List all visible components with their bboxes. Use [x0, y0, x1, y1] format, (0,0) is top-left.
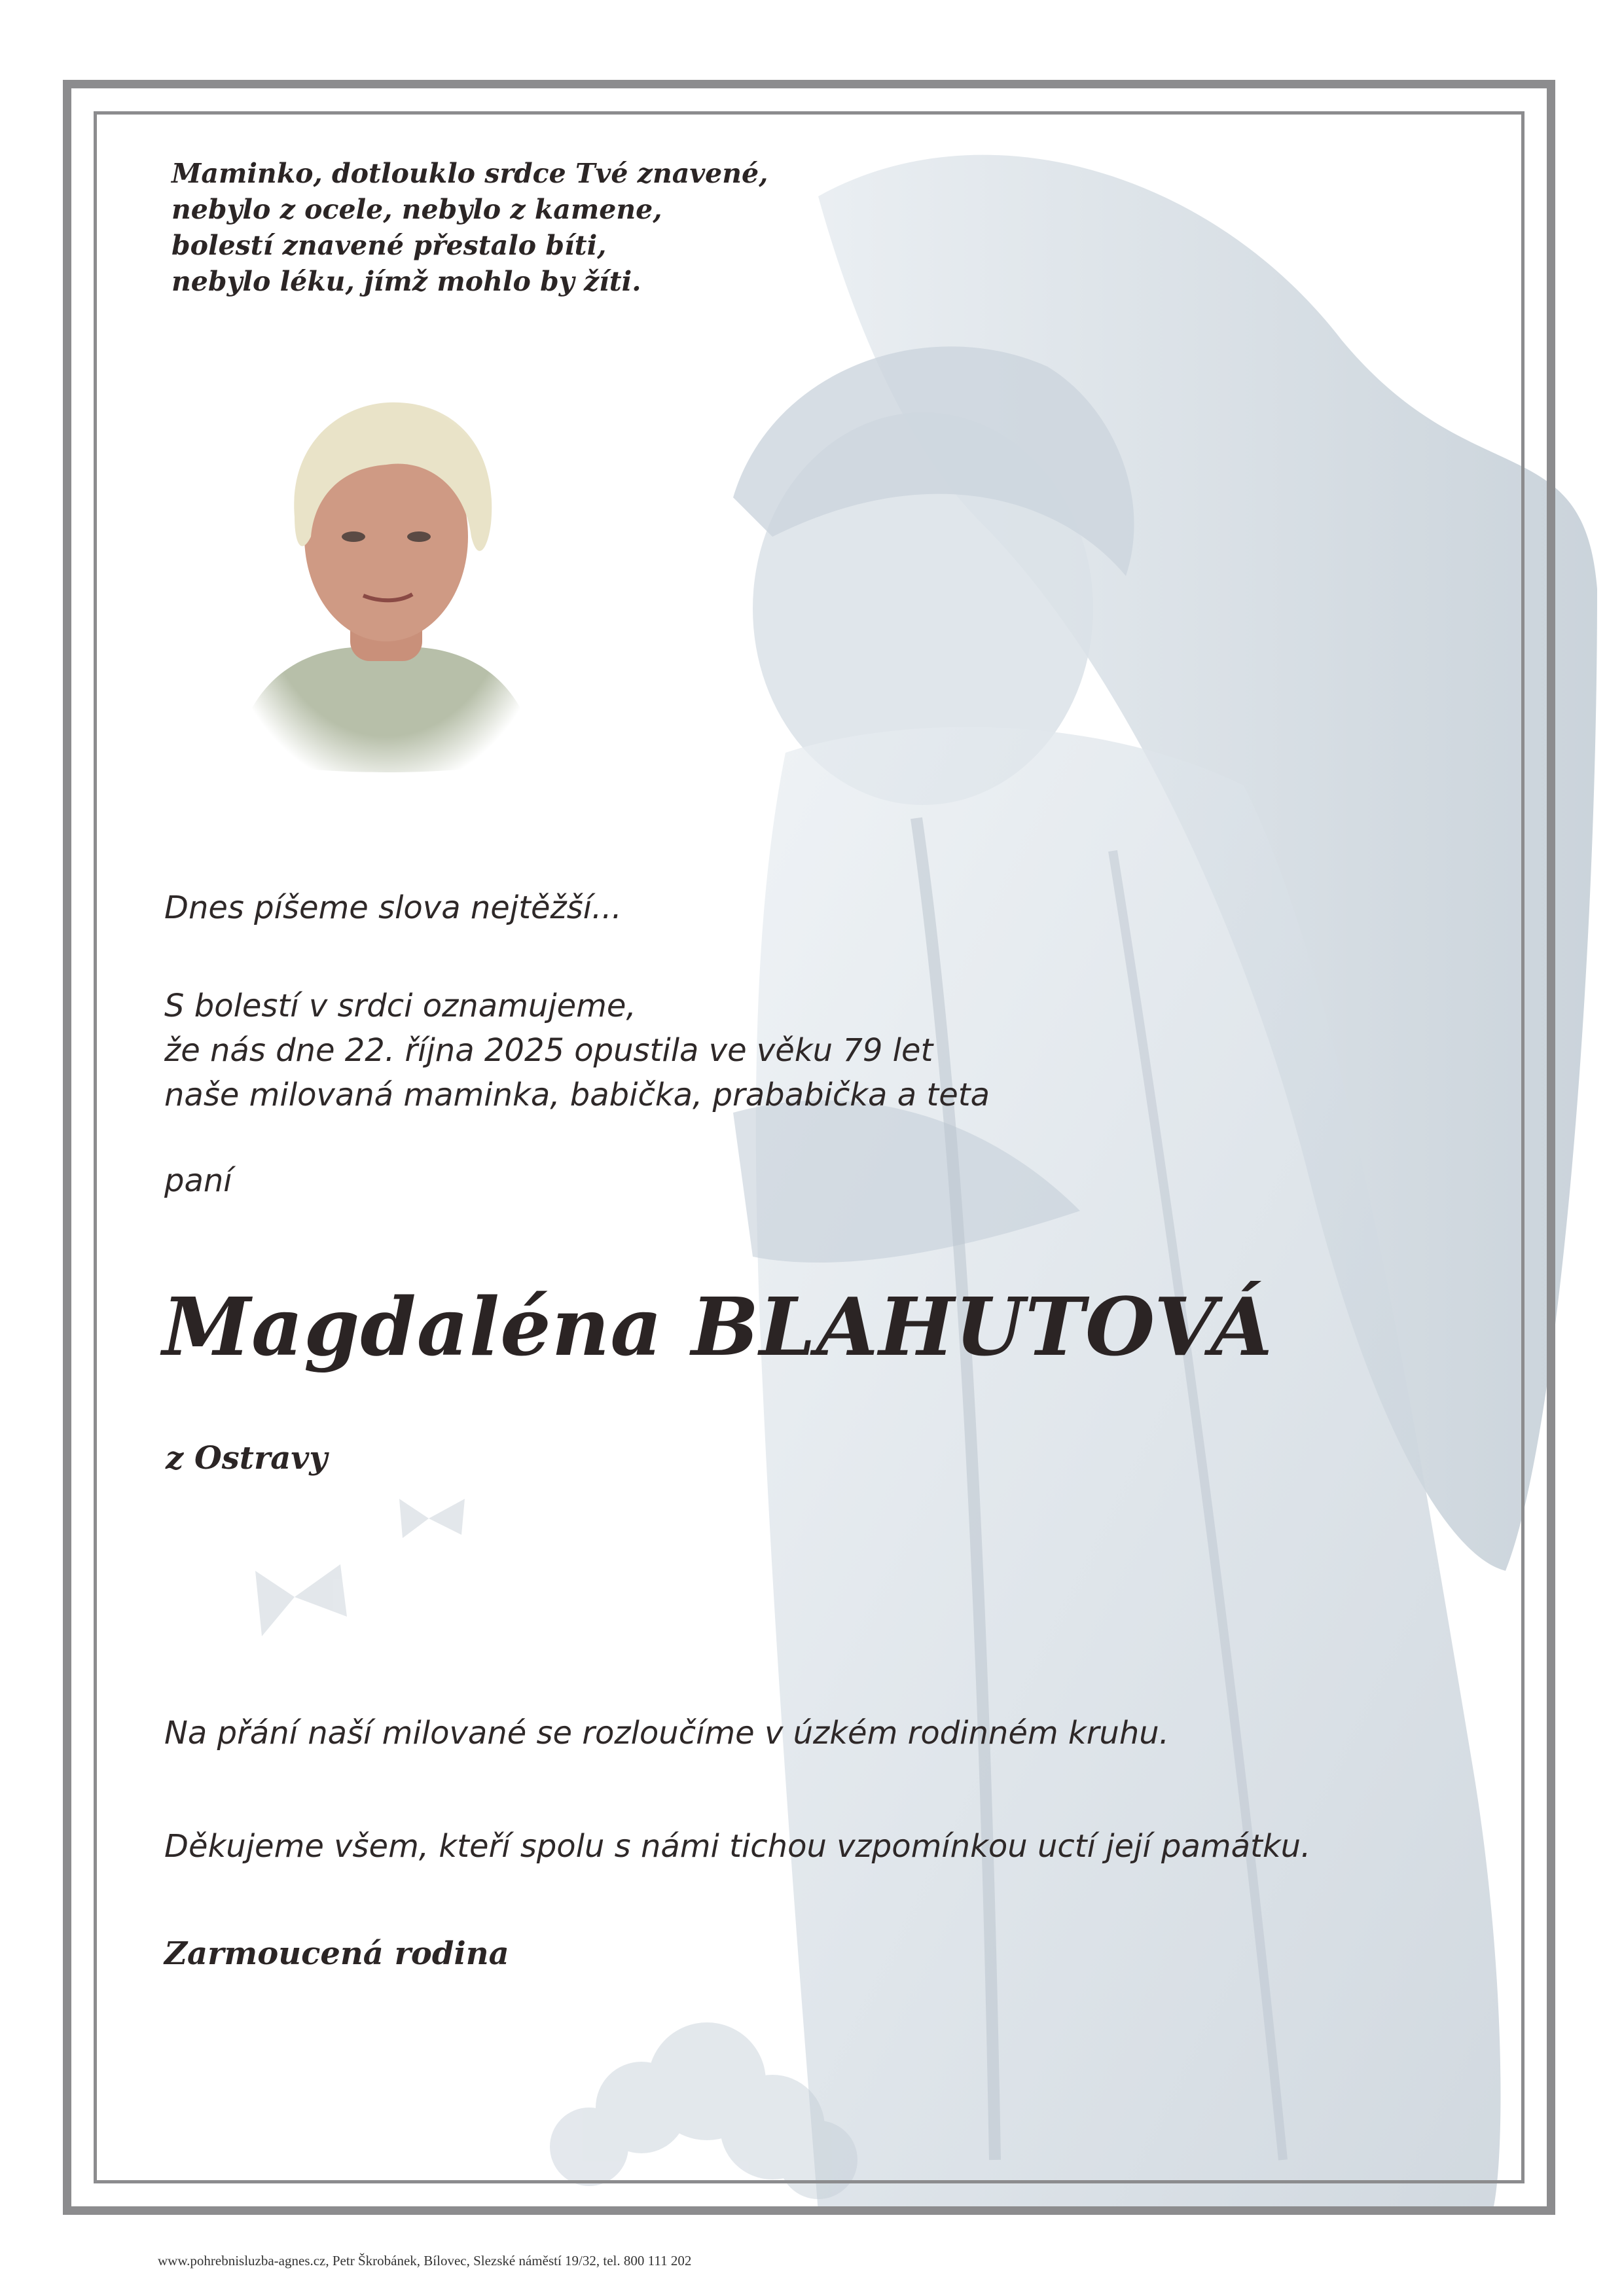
signature: Zarmoucená rodina [164, 1935, 509, 1972]
poem-line: bolestí znavené přestalo bíti, [171, 230, 607, 261]
intro-text: Dnes píšeme slova nejtěžší... [164, 889, 622, 926]
funeral-note: Na přání naší milované se rozloučíme v úzkém rodinném kruhu. [164, 1715, 1169, 1751]
funeral-service-footer: www.pohrebnisluzba-agnes.cz, Petr Škrobánek, Bílovec, Slezské náměstí 19/32, tel. 800 111 202 [158, 2253, 692, 2269]
announcement-line: naše milovaná maminka, babička, prababička a teta [164, 1077, 990, 1113]
poem-line: nebylo z ocele, nebylo z kamene, [171, 194, 662, 225]
announcement-line: S bolestí v srdci oznamujeme, [164, 988, 636, 1024]
title-honorific: paní [164, 1162, 232, 1199]
portrait-photo [229, 386, 543, 792]
deceased-name: Magdaléna BLAHUTOVÁ [162, 1280, 1273, 1374]
poem-line: Maminko, dotlouklo srdce Tvé znavené, [171, 158, 768, 189]
announcement [164, 984, 990, 1117]
poem-line: nebylo léku, jímž mohlo by žíti. [171, 266, 641, 297]
memorial-poem [171, 156, 768, 300]
hometown: z Ostravy [166, 1440, 328, 1477]
thanks-text: Děkujeme všem, kteří spolu s námi tichou vzpomínkou uctí její památku. [164, 1828, 1311, 1865]
announcement-line: že nás dne 22. října 2025 opustila ve věku 79 let [164, 1032, 933, 1069]
